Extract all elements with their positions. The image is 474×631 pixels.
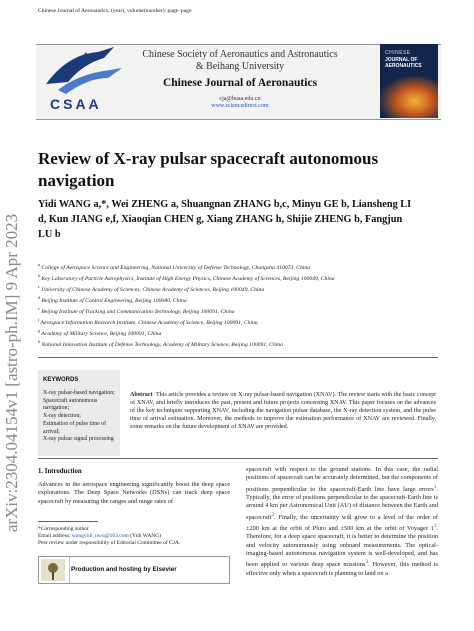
affiliation-item: $^a$ College of Aerospace Science and Engineering, National University of Defense Technology, Changsha 410073, China xyxy=(38,262,311,271)
banner-divider xyxy=(69,557,70,583)
affiliation-list xyxy=(38,261,428,349)
keyword-item: X-ray pulsar signal processing xyxy=(43,436,114,443)
journal-cover-image xyxy=(380,44,438,118)
affiliation-item: $^d$ Beijing Institute of Control Engineering, Beijing 100080, China xyxy=(38,294,187,304)
journal-name: Chinese Journal of Aeronautics xyxy=(162,77,318,89)
journal-email: cja@buaa.edu.cn xyxy=(219,96,261,102)
abstract-text: This article provides a review on X-ray pulsar-based navigation (XNAV). The review starts with the basic concept of XNAV, and briefly introduces the past, present and future projects concerning XNAV. This paper focuses on the advances of the key techniques supporting XNAV, including the navigation pulsar database, the X-ray detection system, and the pulse time of arrival estimation. Moreover, the methods to improve the estimation performance of XNAV are reviewed. Finally, some remarks on the future development of XNAV are provided. xyxy=(130,392,437,431)
elsevier-banner xyxy=(38,556,230,584)
corresponding-author-note: *Corresponding author xyxy=(38,526,89,532)
footnote xyxy=(38,526,238,547)
elsevier-tree-icon xyxy=(41,559,65,581)
keywords-title: KEYWORDS xyxy=(43,377,79,383)
arxiv-stamp-text: arXiv:2304.04154v1 [astro-ph.IM] 9 Apr 2023 xyxy=(2,213,21,533)
affiliation-item: $^e$ Beijing Institute of Tracking and Communication Technology, Beijing 100091, China xyxy=(38,305,235,315)
csaa-logo-text: CSAA xyxy=(50,96,102,112)
email-line: Email address: wangyidi_nwu@163.com (Yidi WANG) xyxy=(38,533,162,539)
journal-url-link[interactable]: www.sciencedirect.com xyxy=(211,103,269,109)
body-column-right: spacecraft with respect to the ground stations. In this case, the radial positions of spacecraft can be accurately determined, but the components of positions perpendicular to the spacecraft-Earth line have large errors$^1$. Typically, the error of positions perpendicular to the spacecraft-Earth line is around 4 km per Astronomical Unit (AU) of distance between the Earth and spacecraft$^2$. Finally, the uncertainty will grow to a level of the order of ±200 km at the orbit of Pluto and ±500 km at the orbit of Voyager 1$^1$. Therefore, for a deep space spacecraft, it is better to determine the position and velocity autonomously using onboard measurements. The optical-imaging-based autonomous navigation system is well-developed, and has been applied to various deep space missions$^3$. However, this method is effective only when a spacecraft is planning to land on a xyxy=(246,466,438,577)
cover-artwork xyxy=(380,76,438,118)
author-list: Yidi WANG a,*, Wei ZHENG a, Shuangnan ZHANG b,c, Minyu GE b, Liansheng LI d, Kun JIANG e,f, Xiaoqian CHEN g, Xiang ZHANG h, Shijie ZHENG b, Fangjun LU b xyxy=(38,199,412,240)
affiliation-item: $^f$ Aerospace Information Research Institute, Chinese Academy of Science, Beijing 100091, China xyxy=(38,316,258,326)
publisher-organization xyxy=(130,49,350,73)
section-divider xyxy=(38,357,438,358)
citation-link[interactable]: 3 xyxy=(365,559,369,566)
keyword-item: X-ray detection; xyxy=(43,413,81,420)
keywords-list xyxy=(43,390,121,444)
keyword-item: X-ray pulsar-based navigation; xyxy=(43,390,115,396)
author-email-link[interactable]: wangyidi_nwu@163.com xyxy=(71,533,129,539)
org-line-2: & Beihang University xyxy=(195,61,285,72)
abstract xyxy=(130,391,436,431)
body-column-left: Advances in the aerospace engineering significantly boost the deep space explorations. The Deep Space Networks (DSNs) can track deep space spacecraft by measuring the ranges and range rates of xyxy=(38,481,230,505)
citation-link[interactable]: 1 xyxy=(433,483,437,490)
keyword-item: Spacecraft autonomous navigation; xyxy=(43,397,98,412)
arxiv-stamp xyxy=(0,155,26,595)
footnote-divider xyxy=(38,521,98,522)
keyword-item: Estimation of pulse time of arrival; xyxy=(43,420,107,435)
citation-link[interactable]: 1 xyxy=(433,522,437,529)
abstract-label: Abstract xyxy=(130,392,153,398)
affiliation-item: $^g$ Academy of Military Science, Beijing 100091, China xyxy=(38,327,162,337)
cover-title-text: JOURNAL OF AERONAUTICS xyxy=(385,57,422,69)
journal-links xyxy=(130,96,350,110)
org-line-1: Chinese Society of Aeronautics and Astronautics xyxy=(142,49,338,60)
citation-link[interactable]: 2 xyxy=(271,511,275,518)
paper-title: Review of X-ray pulsar spacecraft autonomous navigation xyxy=(38,149,379,190)
journal-running-header: Chinese Journal of Aeronautics, (year), volume(number): page–page xyxy=(38,8,192,14)
affiliation-item: $^b$ Key Laboratory of Particle Astrophysics, Institute of High Energy Physics, Chinese Academy of Sciences, Beijing 100049, China xyxy=(38,272,335,282)
section-heading-introduction: 1. Introduction xyxy=(38,468,82,475)
publisher-text: Production and hosting by Elsevier xyxy=(71,566,177,573)
affiliation-item: $^h$ National Innovation Institute of Defense Technology, Academy of Military Science, Beijing 100091, China xyxy=(38,338,283,348)
section-divider xyxy=(38,458,438,459)
peer-review-note: Peer review under responsibility of Editorial Committee of CJA. xyxy=(38,540,181,546)
affiliation-item: $^c$ University of Chinese Academy of Sciences, Chinese Academy of Sciences, Beijing 100049, China xyxy=(38,283,265,293)
cover-small-text: CHINESE xyxy=(385,50,411,56)
